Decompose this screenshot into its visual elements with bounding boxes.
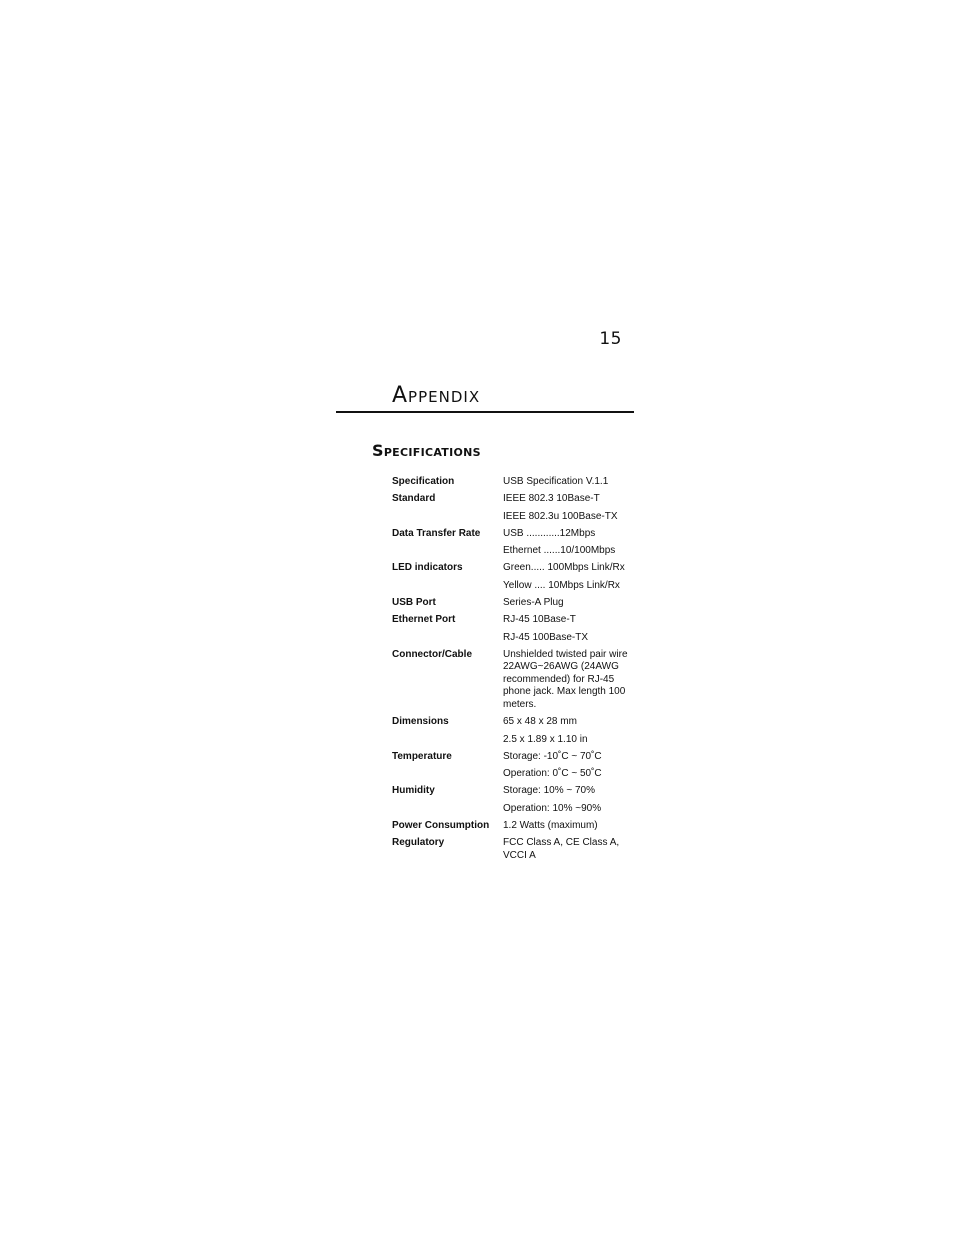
spec-value-line: IEEE 802.3 10Base-T <box>503 493 600 505</box>
section-title: Specifications <box>372 441 481 460</box>
spec-value <box>503 545 637 558</box>
spec-label <box>392 511 503 524</box>
spec-row <box>392 493 637 506</box>
spec-row <box>392 649 637 712</box>
spec-label <box>392 768 503 781</box>
spec-row <box>392 632 637 645</box>
spec-value <box>503 511 637 524</box>
spec-row <box>392 528 637 541</box>
spec-label: Specification <box>392 476 455 487</box>
spec-value-line: 2.5 x 1.89 x 1.10 in <box>503 733 588 745</box>
spec-value <box>503 751 637 764</box>
spec-value <box>503 562 637 575</box>
spec-value <box>503 768 637 781</box>
spec-value-line: Operation: 0˚C ~ 50˚C <box>503 768 602 780</box>
spec-value-line: RJ-45 10Base-T <box>503 614 576 626</box>
spec-label: Standard <box>392 493 436 505</box>
spec-label <box>392 734 503 747</box>
spec-row <box>392 751 637 764</box>
spec-value <box>503 597 637 610</box>
spec-value-line: FCC Class A, CE Class A, <box>503 837 620 849</box>
spec-value-line: RJ-45 100Base-TX <box>503 631 589 643</box>
spec-value <box>503 493 637 506</box>
spec-value-line: 22AWG~26AWG (24AWG <box>503 661 619 673</box>
spec-row <box>392 545 637 558</box>
spec-value-line: Operation: 10% ~90% <box>503 802 602 814</box>
spec-value <box>503 476 637 489</box>
spec-label: Temperature <box>392 750 452 762</box>
spec-label: USB Port <box>392 597 436 609</box>
spec-row <box>392 837 637 862</box>
spec-label <box>392 545 503 558</box>
spec-value-line: VCCI A <box>503 849 536 861</box>
spec-row <box>392 562 637 575</box>
spec-value-line: phone jack. Max length 100 <box>503 686 626 698</box>
spec-value-line: recommended) for RJ-45 <box>503 673 615 685</box>
spec-label: LED indicators <box>392 562 463 574</box>
spec-row <box>392 820 637 833</box>
spec-value <box>503 803 637 816</box>
spec-value-line: Series-A Plug <box>503 597 564 609</box>
spec-value <box>503 734 637 747</box>
spec-label: Regulatory <box>392 837 445 849</box>
spec-value <box>503 528 637 541</box>
chapter-divider <box>336 411 634 413</box>
spec-value-line: Ethernet ......10/100Mbps <box>503 545 616 557</box>
spec-value <box>503 614 637 627</box>
spec-value <box>503 716 637 729</box>
spec-value-line: USB ............12Mbps <box>503 527 596 539</box>
spec-row <box>392 597 637 610</box>
spec-value-line: meters. <box>503 698 537 710</box>
spec-value-line: Yellow .... 10Mbps Link/Rx <box>503 579 620 591</box>
spec-value-line: USB Specification V.1.1 <box>503 476 609 487</box>
spec-row <box>392 614 637 627</box>
spec-row <box>392 716 637 729</box>
spec-value <box>503 785 637 798</box>
page-number: 15 <box>599 329 622 349</box>
spec-row <box>392 803 637 816</box>
spec-value <box>503 649 637 712</box>
spec-label: Connector/Cable <box>392 648 473 660</box>
spec-label: Dimensions <box>392 716 449 728</box>
spec-value <box>503 632 637 645</box>
spec-row <box>392 768 637 781</box>
spec-row <box>392 580 637 593</box>
specifications-table <box>392 476 637 867</box>
spec-value-line: Unshielded twisted pair wire <box>503 648 628 660</box>
spec-label: Power Consumption <box>392 820 490 832</box>
spec-value <box>503 580 637 593</box>
spec-value-line: Green..... 100Mbps Link/Rx <box>503 562 625 574</box>
spec-value <box>503 820 637 833</box>
spec-row <box>392 511 637 524</box>
spec-value-line: Storage: 10% ~ 70% <box>503 785 596 797</box>
spec-row <box>392 734 637 747</box>
spec-value-line: IEEE 802.3u 100Base-TX <box>503 510 618 522</box>
spec-label <box>392 803 503 816</box>
spec-label: Humidity <box>392 785 435 797</box>
spec-label: Ethernet Port <box>392 614 456 626</box>
spec-label: Data Transfer Rate <box>392 527 481 539</box>
spec-value-line: Storage: -10˚C ~ 70˚C <box>503 750 602 762</box>
spec-label <box>392 580 503 593</box>
spec-value-line: 1.2 Watts (maximum) <box>503 820 598 832</box>
spec-value <box>503 837 637 862</box>
spec-row <box>392 785 637 798</box>
spec-value-line: 65 x 48 x 28 mm <box>503 716 577 728</box>
chapter-title: Appendix <box>392 383 481 408</box>
spec-label <box>392 632 503 645</box>
spec-row <box>392 476 637 489</box>
